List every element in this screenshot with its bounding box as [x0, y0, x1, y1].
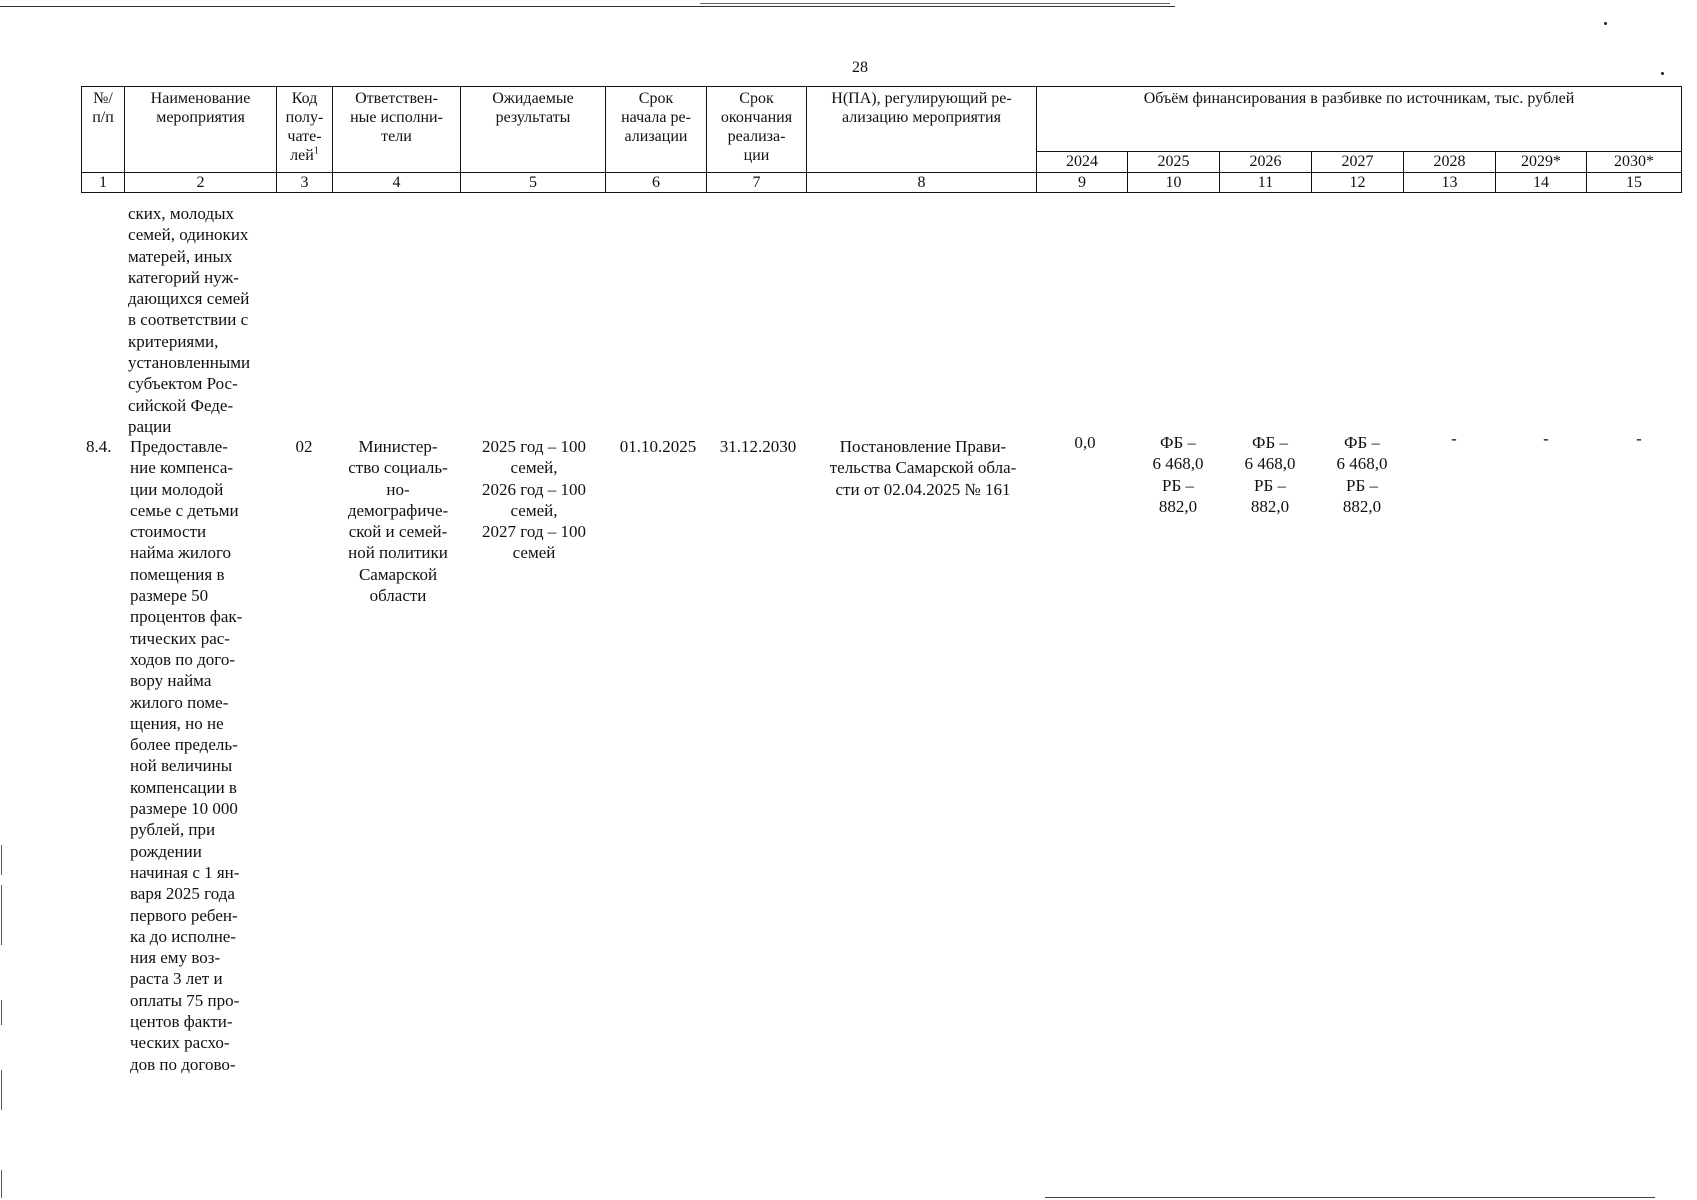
- header-year-2028: 2028: [1404, 151, 1496, 172]
- activity-name: Предоставле- ние компенса- ции молодой семье с детьми стоимости найма жилого помещения в размере 50 процентов фак- тических рас- ходов по дого- вору найма жилого поме- щения, но не более предель- ной величины компенсации в размере 10 000 рублей, при рождении начиная с 1 ян- варя 2025 года первого ребен- ка до исполне- ния ему воз- раста 3 лет и оплаты 75 про- центов факти- ческих расхо- дов по догово-: [130, 437, 243, 1074]
- scan-edge-line: [0, 6, 1175, 7]
- funding-2024: 0,0: [1074, 433, 1096, 452]
- scan-edge-mark: [1, 1000, 2, 1025]
- funding-2027: ФБ – 6 468,0 РБ – 882,0: [1336, 433, 1388, 516]
- recipient-code: 02: [295, 437, 313, 456]
- header-num: №/ п/п: [82, 87, 125, 173]
- header-year-2026: 2026: [1220, 151, 1312, 172]
- header-funding: Объём финансирования в разбивке по источникам, тыс. рублей: [1037, 87, 1682, 152]
- funding-2030: -: [1636, 429, 1642, 448]
- header-name: Наименование мероприятия: [125, 87, 277, 173]
- scan-edge-line: [1045, 1197, 1655, 1198]
- scan-edge-mark: [1, 845, 2, 875]
- end-date: 31.12.2030: [719, 437, 797, 456]
- expected-results: 2025 год – 100 семей, 2026 год – 100 семей, 2027 год – 100 семей: [482, 437, 586, 563]
- column-number: 6: [606, 173, 707, 193]
- column-number: 14: [1496, 173, 1587, 193]
- column-number: 3: [277, 173, 333, 193]
- column-number: 11: [1220, 173, 1312, 193]
- header-year-2027: 2027: [1312, 151, 1404, 172]
- header-start: Срок начала ре- ализации: [606, 87, 707, 173]
- column-number: 4: [333, 173, 461, 193]
- scan-speck: [1604, 22, 1607, 25]
- scan-edge-mark: [1, 1070, 2, 1110]
- column-number: 2: [125, 173, 277, 193]
- header-year-2029: 2029*: [1496, 151, 1587, 172]
- header-year-2025: 2025: [1128, 151, 1220, 172]
- scan-speck: [1661, 72, 1664, 75]
- scan-edge-mark: [1, 885, 2, 945]
- column-number: 13: [1404, 173, 1496, 193]
- column-number: 5: [461, 173, 606, 193]
- column-number: 1: [82, 173, 125, 193]
- column-number: 8: [807, 173, 1037, 193]
- row-number: 8.4.: [86, 437, 112, 456]
- column-number: 9: [1037, 173, 1128, 193]
- funding-2029: -: [1543, 429, 1549, 448]
- program-activities-table: [81, 86, 1682, 193]
- column-number: 12: [1312, 173, 1404, 193]
- column-number: 10: [1128, 173, 1220, 193]
- header-end: Срок окончания реализа- ции: [707, 87, 807, 173]
- page-number: 28: [852, 59, 868, 76]
- funding-2026: ФБ – 6 468,0 РБ – 882,0: [1244, 433, 1296, 516]
- funding-2025: ФБ – 6 468,0 РБ – 882,0: [1152, 433, 1204, 516]
- header-executors: Ответствен- ные исполни- тели: [333, 87, 461, 173]
- responsible-executors: Министер- ство социаль- но- демографиче- ской и семей- ной политики Самарской области: [347, 437, 449, 606]
- regulatory-act: Постановление Прави- тельства Самарской обла- сти от 02.04.2025 № 161: [829, 437, 1017, 499]
- header-code-label: Код полу- чате- лей: [285, 90, 324, 164]
- continuation-text: ских, молодых семей, одиноких матерей, иных категорий нуж- дающихся семей в соответствии с критериями, установленными субъектом Рос- сийской Феде- рации: [128, 204, 251, 436]
- header-npa: Н(ПА), регулирующий ре- ализацию мероприятия: [807, 87, 1037, 173]
- header-code: [277, 87, 333, 173]
- funding-2028: -: [1451, 429, 1457, 448]
- column-number: 7: [707, 173, 807, 193]
- header-code-footnote: 1: [313, 145, 319, 157]
- scan-edge-line: [700, 3, 1170, 4]
- start-date: 01.10.2025: [619, 437, 697, 456]
- scan-edge-mark: [1, 1170, 2, 1198]
- header-year-2024: 2024: [1037, 151, 1128, 172]
- header-year-2030: 2030*: [1587, 151, 1682, 172]
- header-results: Ожидаемые результаты: [461, 87, 606, 173]
- column-number: 15: [1587, 173, 1682, 193]
